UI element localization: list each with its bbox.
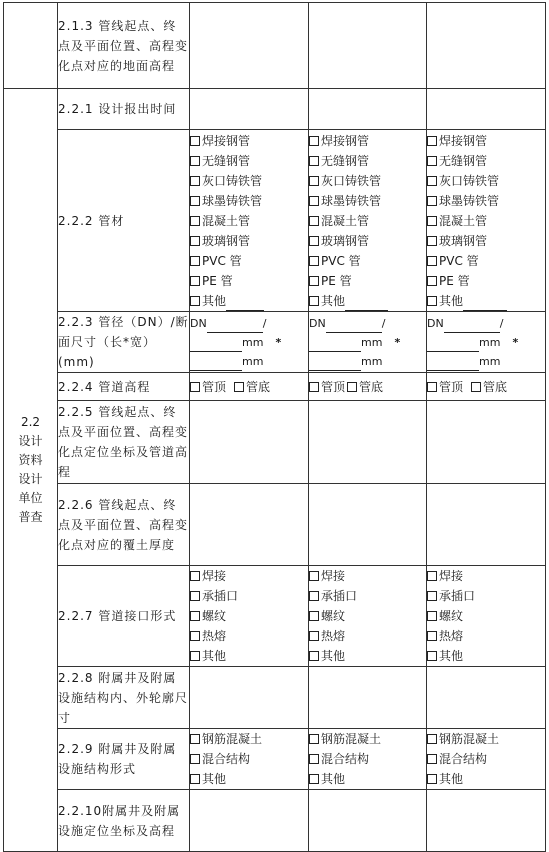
checkbox-icon[interactable]	[190, 136, 200, 146]
dn-field[interactable]: DN /	[190, 314, 308, 333]
material-option[interactable]	[190, 211, 308, 231]
material-option[interactable]	[309, 191, 426, 211]
elevation-bottom-option[interactable]	[347, 380, 383, 394]
structure-option[interactable]	[427, 769, 545, 789]
checkbox-icon[interactable]	[190, 754, 200, 764]
checkbox-icon[interactable]	[309, 176, 319, 186]
elevation-bottom-option[interactable]	[471, 380, 507, 394]
elevation-bottom-option[interactable]	[234, 380, 270, 394]
row-2-2-10	[4, 790, 546, 852]
value-cell[interactable]	[309, 667, 427, 729]
row-2-2-7	[4, 566, 546, 667]
checkbox-icon[interactable]	[309, 156, 319, 166]
joint-options	[427, 566, 546, 667]
option-label: 焊接钢管	[321, 133, 370, 148]
option-label: 钢筋混凝土	[439, 732, 500, 746]
checkbox-icon[interactable]	[347, 382, 357, 392]
material-option[interactable]	[427, 131, 545, 151]
joint-option[interactable]	[309, 586, 426, 606]
option-label: 焊接钢管	[439, 133, 488, 148]
elevation-options	[427, 373, 546, 401]
option-label: 球墨铸铁管	[439, 193, 500, 208]
structure-options	[309, 729, 427, 790]
option-label: 承插口	[439, 589, 476, 603]
checkbox-icon[interactable]	[190, 571, 200, 581]
joint-option[interactable]	[427, 626, 545, 646]
value-cell[interactable]	[427, 790, 546, 852]
unit-label: mm	[479, 335, 501, 349]
option-label: 管底	[359, 379, 384, 394]
option-label: PE 管	[439, 273, 470, 288]
checkbox-icon[interactable]	[309, 276, 319, 286]
checkbox-icon[interactable]	[309, 136, 319, 146]
material-option[interactable]	[190, 271, 308, 291]
width-field[interactable]	[190, 352, 308, 371]
width-underline[interactable]	[427, 358, 479, 371]
width-underline[interactable]	[309, 358, 361, 371]
option-label: 其他	[439, 649, 464, 663]
option-label: 球墨铸铁管	[202, 193, 263, 208]
elevation-top-option[interactable]	[427, 380, 463, 394]
value-cell[interactable]	[427, 3, 546, 89]
checkbox-icon[interactable]	[427, 774, 437, 784]
material-option[interactable]	[309, 271, 426, 291]
value-cell[interactable]	[309, 3, 427, 89]
structure-option[interactable]	[190, 769, 308, 789]
material-option[interactable]	[190, 251, 308, 271]
option-label: 灰口铸铁管	[202, 173, 263, 188]
option-label: 焊接钢管	[202, 133, 251, 148]
option-label: 无缝钢管	[202, 153, 251, 168]
length-underline[interactable]	[427, 339, 479, 352]
dn-field[interactable]: DN /	[427, 314, 545, 333]
section-code: 2.2	[20, 415, 41, 429]
section-cell	[4, 89, 58, 852]
checkbox-icon[interactable]	[427, 276, 437, 286]
row-2-2-9	[4, 729, 546, 790]
row-label: 2.2.2 管材	[58, 130, 190, 312]
checkbox-icon[interactable]	[427, 651, 437, 661]
value-cell[interactable]	[427, 89, 546, 130]
row-2-2-1	[4, 89, 546, 130]
joint-options	[309, 566, 427, 667]
checkbox-icon[interactable]	[309, 256, 319, 266]
section-cell-top	[4, 3, 58, 89]
option-label: 其他	[439, 772, 464, 786]
unit-label: mm	[361, 335, 383, 349]
material-option[interactable]	[427, 251, 545, 271]
row-label: 2.2.4 管道高程	[58, 373, 190, 401]
dn-label: DN	[309, 316, 326, 330]
length-field[interactable]	[427, 333, 545, 352]
elevation-choice	[309, 377, 426, 397]
other-text-underline[interactable]	[226, 298, 264, 311]
row-label: 2.2.8 附属井及附属设施结构内、外轮廓尺寸	[58, 667, 190, 729]
option-label: PVC 管	[439, 253, 479, 268]
checkbox-icon[interactable]	[190, 611, 200, 621]
joint-option[interactable]	[309, 606, 426, 626]
checkbox-icon[interactable]	[309, 754, 319, 764]
material-option[interactable]	[427, 191, 545, 211]
elevation-options	[190, 373, 309, 401]
length-underline[interactable]	[309, 339, 361, 352]
material-option[interactable]	[309, 211, 426, 231]
checkbox-icon[interactable]	[427, 734, 437, 744]
option-label: PE 管	[321, 273, 352, 288]
checkbox-icon[interactable]	[427, 611, 437, 621]
option-label: 螺纹	[321, 609, 346, 623]
structure-options	[427, 729, 546, 790]
row-label: 2.2.10附属井及附属设施定位坐标及高程	[58, 790, 190, 852]
material-option[interactable]	[190, 171, 308, 191]
checkbox-icon[interactable]	[190, 156, 200, 166]
option-label: 焊接	[321, 569, 346, 583]
joint-option[interactable]	[427, 586, 545, 606]
option-label: 螺纹	[202, 609, 227, 623]
checkbox-icon[interactable]	[190, 591, 200, 601]
checkbox-icon[interactable]	[427, 571, 437, 581]
dn-label: DN	[190, 316, 207, 330]
checkbox-icon[interactable]	[309, 611, 319, 621]
structure-option[interactable]	[190, 749, 308, 769]
times-sign: *	[512, 335, 519, 349]
value-cell[interactable]	[427, 667, 546, 729]
joint-option[interactable]	[190, 626, 308, 646]
joint-option[interactable]	[309, 646, 426, 666]
checkbox-icon[interactable]	[190, 296, 200, 306]
checkbox-icon[interactable]	[427, 136, 437, 146]
material-option[interactable]	[427, 291, 545, 311]
option-label: 管顶	[321, 379, 346, 394]
value-cell[interactable]	[190, 401, 309, 484]
option-label: PVC 管	[321, 253, 361, 268]
length-underline[interactable]	[190, 339, 242, 352]
checkbox-icon[interactable]	[427, 382, 437, 392]
checkbox-icon[interactable]	[309, 382, 319, 392]
other-text-underline[interactable]	[463, 298, 507, 311]
option-label: 无缝钢管	[321, 153, 370, 168]
option-label: 混凝土管	[439, 213, 488, 228]
times-sign: *	[394, 335, 401, 349]
checkbox-icon[interactable]	[309, 734, 319, 744]
option-label: 混凝土管	[202, 213, 251, 228]
value-cell[interactable]	[309, 790, 427, 852]
material-options	[427, 130, 546, 312]
structure-options	[190, 729, 309, 790]
value-cell[interactable]	[427, 484, 546, 566]
checkbox-icon[interactable]	[309, 216, 319, 226]
row-2-1-3	[4, 3, 546, 89]
joint-option[interactable]	[309, 566, 426, 586]
value-cell[interactable]	[427, 401, 546, 484]
checkbox-icon[interactable]	[309, 196, 319, 206]
option-label: 混合结构	[202, 752, 251, 766]
structure-option[interactable]	[309, 749, 426, 769]
checkbox-icon[interactable]	[309, 651, 319, 661]
checkbox-icon[interactable]	[190, 734, 200, 744]
option-label: 热熔	[202, 629, 227, 643]
dimension-fields	[309, 312, 427, 373]
option-label: 管底	[483, 379, 508, 394]
unit-label: mm	[479, 354, 501, 368]
checkbox-icon[interactable]	[427, 236, 437, 246]
joint-option[interactable]	[190, 586, 308, 606]
value-cell[interactable]	[309, 401, 427, 484]
value-cell[interactable]	[190, 484, 309, 566]
option-label: 其他	[321, 772, 346, 786]
option-label: 螺纹	[439, 609, 464, 623]
material-option[interactable]	[427, 171, 545, 191]
checkbox-icon[interactable]	[427, 754, 437, 764]
checkbox-icon[interactable]	[190, 276, 200, 286]
width-field[interactable]	[309, 352, 426, 371]
joint-option[interactable]	[427, 646, 545, 666]
material-options	[309, 130, 427, 312]
unit-label: mm	[242, 335, 264, 349]
value-cell[interactable]	[309, 89, 427, 130]
elevation-top-option[interactable]	[309, 380, 345, 394]
material-option[interactable]	[190, 291, 308, 311]
length-field[interactable]	[190, 333, 308, 352]
unit-label: mm	[361, 354, 383, 368]
dn-underline[interactable]	[326, 320, 382, 333]
option-label: PVC 管	[202, 253, 242, 268]
elevation-choice	[427, 377, 545, 397]
row-label: 2.2.9 附属井及附属设施结构形式	[58, 729, 190, 790]
row-label: 2.1.3 管线起点、终点及平面位置、高程变化点对应的地面高程	[58, 3, 190, 89]
checkbox-icon[interactable]	[190, 196, 200, 206]
structure-option[interactable]	[309, 769, 426, 789]
row-label: 2.2.5 管线起点、终点及平面位置、高程变化点定位坐标及管道高程	[58, 401, 190, 484]
checkbox-icon[interactable]	[427, 196, 437, 206]
checkbox-icon[interactable]	[190, 236, 200, 246]
joint-option[interactable]	[190, 566, 308, 586]
option-label: 热熔	[439, 629, 464, 643]
elevation-top-option[interactable]	[190, 380, 226, 394]
checkbox-icon[interactable]	[190, 216, 200, 226]
material-option[interactable]	[309, 251, 426, 271]
material-option[interactable]	[427, 151, 545, 171]
structure-option[interactable]	[427, 729, 545, 749]
row-label: 2.2.3 管径（DN）/断面尺寸（长*宽）(mm)	[58, 312, 190, 373]
option-label: 其他	[202, 772, 227, 786]
value-cell[interactable]	[190, 790, 309, 852]
elevation-options	[309, 373, 427, 401]
material-option[interactable]	[309, 231, 426, 251]
row-2-2-4	[4, 373, 546, 401]
material-option[interactable]	[427, 271, 545, 291]
dimension-fields	[190, 312, 309, 373]
option-label: 玻璃钢管	[321, 233, 370, 248]
survey-form-table	[3, 2, 546, 852]
option-label: 其他	[202, 293, 227, 308]
option-label: 玻璃钢管	[439, 233, 488, 248]
checkbox-icon[interactable]	[190, 256, 200, 266]
option-label: 混合结构	[439, 752, 488, 766]
checkbox-icon[interactable]	[427, 591, 437, 601]
width-field[interactable]	[427, 352, 545, 371]
option-label: 承插口	[202, 589, 239, 603]
row-2-2-3	[4, 312, 546, 373]
value-cell[interactable]	[190, 3, 309, 89]
option-label: 混凝土管	[321, 213, 370, 228]
unit-label: mm	[242, 354, 264, 368]
option-label: 钢筋混凝土	[202, 732, 263, 746]
option-label: 管顶	[202, 379, 227, 394]
checkbox-icon[interactable]	[309, 631, 319, 641]
material-option[interactable]	[190, 131, 308, 151]
option-label: 其他	[321, 293, 346, 308]
checkbox-icon[interactable]	[427, 176, 437, 186]
checkbox-icon[interactable]	[471, 382, 481, 392]
material-option[interactable]	[190, 191, 308, 211]
option-label: 管底	[246, 379, 271, 394]
option-label: 无缝钢管	[439, 153, 488, 168]
row-label: 2.2.7 管道接口形式	[58, 566, 190, 667]
dn-underline[interactable]	[207, 320, 263, 333]
material-option[interactable]	[309, 291, 426, 311]
other-text-underline[interactable]	[345, 298, 388, 311]
option-label: 承插口	[321, 589, 358, 603]
value-cell[interactable]	[309, 484, 427, 566]
material-option[interactable]	[427, 211, 545, 231]
material-options	[190, 130, 309, 312]
checkbox-icon[interactable]	[190, 774, 200, 784]
option-label: 钢筋混凝土	[321, 732, 382, 746]
structure-option[interactable]	[190, 729, 308, 749]
checkbox-icon[interactable]	[190, 382, 200, 392]
joint-option[interactable]	[190, 646, 308, 666]
elevation-choice	[190, 377, 308, 397]
option-label: 管顶	[439, 379, 464, 394]
option-label: 其他	[321, 649, 346, 663]
row-label: 2.2.6 管线起点、终点及平面位置、高程变化点对应的覆土厚度	[58, 484, 190, 566]
checkbox-icon[interactable]	[427, 216, 437, 226]
material-option[interactable]	[309, 171, 426, 191]
material-option[interactable]	[309, 151, 426, 171]
option-label: 球墨铸铁管	[321, 193, 382, 208]
option-label: 焊接	[202, 569, 227, 583]
structure-option[interactable]	[427, 749, 545, 769]
times-sign: *	[275, 335, 282, 349]
row-2-2-8	[4, 667, 546, 729]
joint-option[interactable]	[427, 566, 545, 586]
checkbox-icon[interactable]	[309, 296, 319, 306]
checkbox-icon[interactable]	[309, 774, 319, 784]
checkbox-icon[interactable]	[190, 651, 200, 661]
checkbox-icon[interactable]	[309, 571, 319, 581]
joint-option[interactable]	[427, 606, 545, 626]
value-cell[interactable]	[190, 667, 309, 729]
length-field[interactable]	[309, 333, 426, 352]
dn-label: DN	[427, 316, 444, 330]
row-2-2-5	[4, 401, 546, 484]
option-label: 其他	[202, 649, 227, 663]
section-name: 设计资料设计单位普查	[18, 434, 43, 524]
material-option[interactable]	[427, 231, 545, 251]
checkbox-icon[interactable]	[427, 256, 437, 266]
checkbox-icon[interactable]	[309, 591, 319, 601]
checkbox-icon[interactable]	[427, 631, 437, 641]
joint-option[interactable]	[309, 626, 426, 646]
checkbox-icon[interactable]	[190, 631, 200, 641]
value-cell[interactable]	[190, 89, 309, 130]
option-label: 灰口铸铁管	[321, 173, 382, 188]
row-label: 2.2.1 设计报出时间	[58, 89, 190, 130]
material-option[interactable]	[190, 231, 308, 251]
checkbox-icon[interactable]	[309, 236, 319, 246]
checkbox-icon[interactable]	[190, 176, 200, 186]
dimension-fields	[427, 312, 546, 373]
structure-option[interactable]	[309, 729, 426, 749]
checkbox-icon[interactable]	[427, 296, 437, 306]
option-label: 玻璃钢管	[202, 233, 251, 248]
width-underline[interactable]	[190, 358, 242, 371]
row-2-2-6	[4, 484, 546, 566]
dn-underline[interactable]	[444, 320, 500, 333]
checkbox-icon[interactable]	[234, 382, 244, 392]
checkbox-icon[interactable]	[427, 156, 437, 166]
joint-option[interactable]	[190, 606, 308, 626]
option-label: 其他	[439, 293, 464, 308]
material-option[interactable]	[309, 131, 426, 151]
joint-options	[190, 566, 309, 667]
option-label: 混合结构	[321, 752, 370, 766]
row-2-2-2	[4, 130, 546, 312]
material-option[interactable]	[190, 151, 308, 171]
option-label: PE 管	[202, 273, 233, 288]
option-label: 灰口铸铁管	[439, 173, 500, 188]
option-label: 焊接	[439, 569, 464, 583]
dn-field[interactable]: DN /	[309, 314, 426, 333]
option-label: 热熔	[321, 629, 346, 643]
